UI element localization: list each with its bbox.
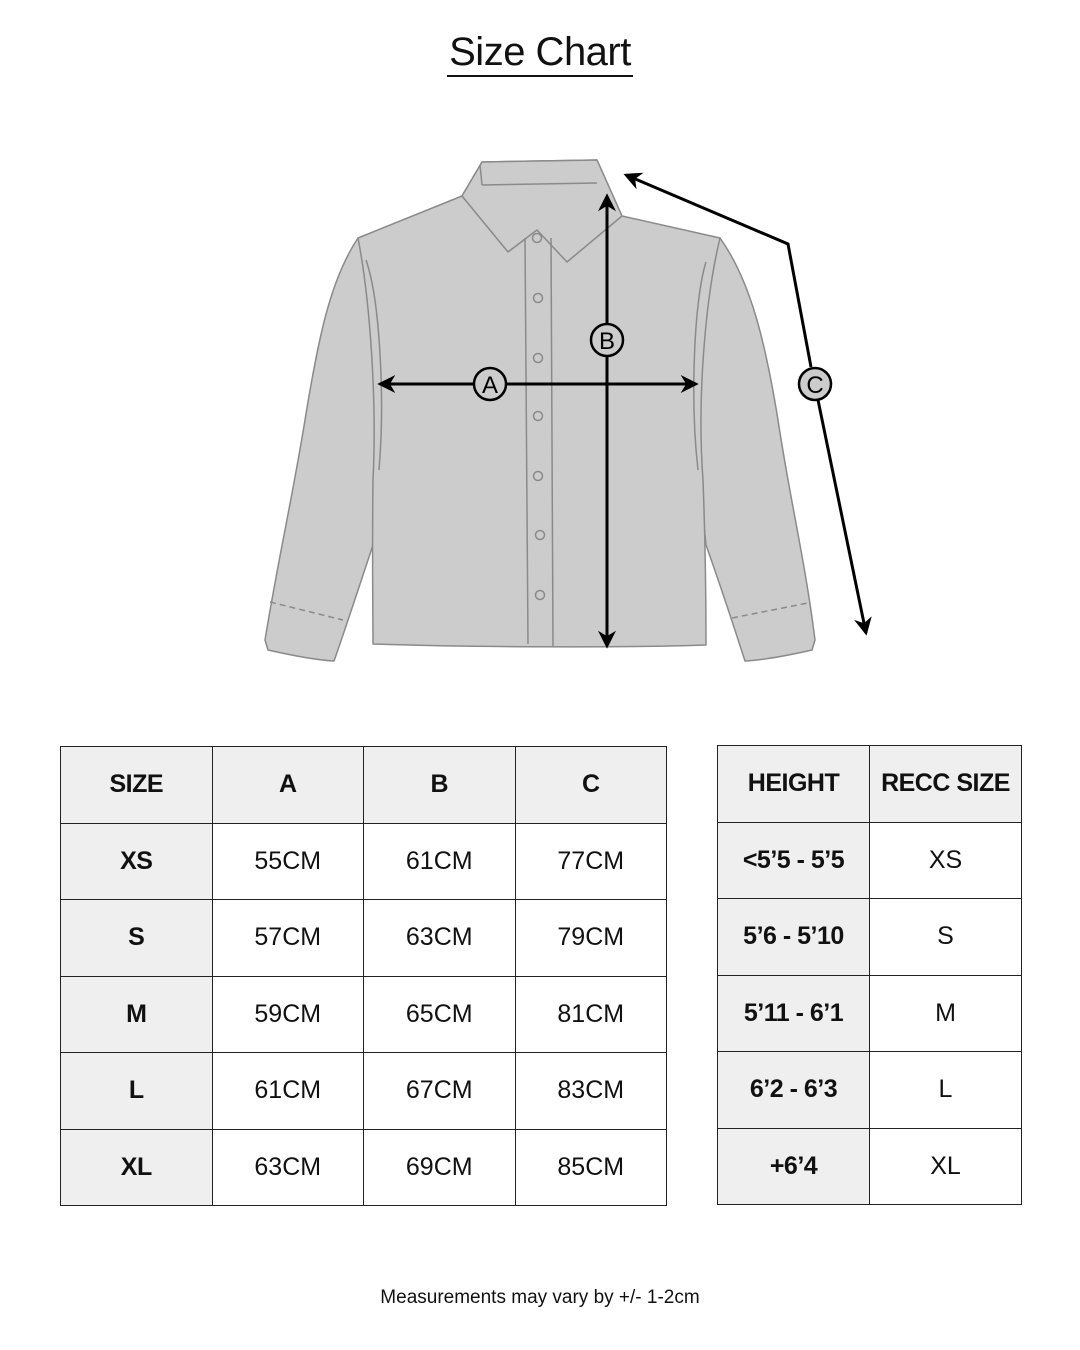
shirt-button [534, 472, 543, 481]
title-text: Size Chart [447, 30, 633, 77]
header-b: B [364, 747, 516, 824]
shirt-button [536, 591, 545, 600]
measure-cell: 83CM [515, 1053, 667, 1130]
measure-cell: 63CM [364, 900, 516, 977]
shirt-button [534, 294, 543, 303]
measurement-note: Measurements may vary by +/- 1-2cm [380, 1287, 700, 1308]
table-row [718, 1128, 1022, 1205]
shirt-button [536, 531, 545, 540]
table-row [718, 975, 1022, 1052]
recc-size-cell: XL [870, 1128, 1022, 1205]
header-size: SIZE [61, 747, 213, 824]
table-row [61, 823, 667, 900]
recc-size-cell: XS [870, 822, 1022, 899]
height-cell: 5’11 - 6’1 [718, 975, 870, 1052]
measure-cell: 79CM [515, 900, 667, 977]
measure-cell: 69CM [364, 1129, 516, 1206]
table-header-row [718, 746, 1022, 823]
measure-cell: 59CM [212, 976, 364, 1053]
left-sleeve [265, 238, 382, 661]
size-cell: XL [61, 1129, 213, 1206]
height-cell: +6’4 [718, 1128, 870, 1205]
height-cell: <5’5 - 5’5 [718, 822, 870, 899]
measure-cell: 81CM [515, 976, 667, 1053]
measure-a-badge [474, 368, 506, 400]
header-a: A [212, 747, 364, 824]
size-cell: M [61, 976, 213, 1053]
measure-b-badge [591, 324, 623, 356]
table-row [718, 899, 1022, 976]
shirt-button [533, 234, 542, 243]
size-cell: L [61, 1053, 213, 1130]
shirt-icon [265, 160, 815, 661]
height-cell: 5’6 - 5’10 [718, 899, 870, 976]
measure-cell: 77CM [515, 823, 667, 900]
table-row [718, 822, 1022, 899]
recc-size-cell: L [870, 1052, 1022, 1129]
recc-size-cell: M [870, 975, 1022, 1052]
measure-cell: 85CM [515, 1129, 667, 1206]
height-recommendation-table [717, 745, 1022, 1205]
measure-c-arrow [818, 400, 866, 633]
shirt-button [534, 412, 543, 421]
measure-cell: 67CM [364, 1053, 516, 1130]
table-row [61, 900, 667, 977]
table-row [61, 976, 667, 1053]
header-recc-size: RECC SIZE [870, 746, 1022, 823]
measure-c-badge [799, 368, 831, 400]
measure-cell: 61CM [364, 823, 516, 900]
measure-c-label: C [806, 372, 824, 399]
recc-size-cell: S [870, 899, 1022, 976]
height-cell: 6’2 - 6’3 [718, 1052, 870, 1129]
size-measurement-table [60, 746, 667, 1206]
measure-cell: 55CM [212, 823, 364, 900]
shirt-button [534, 354, 543, 363]
table-row [718, 1052, 1022, 1129]
measure-a-label: A [481, 372, 499, 399]
measure-cell: 57CM [212, 900, 364, 977]
header-height: HEIGHT [718, 746, 870, 823]
right-sleeve [696, 238, 815, 661]
table-row [61, 1129, 667, 1206]
header-c: C [515, 747, 667, 824]
measure-cell: 61CM [212, 1053, 364, 1130]
measure-cell: 65CM [364, 976, 516, 1053]
table-row [61, 1053, 667, 1130]
measure-cell: 63CM [212, 1129, 364, 1206]
measure-b-label: B [598, 328, 616, 355]
table-header-row [61, 747, 667, 824]
size-cell: XS [61, 823, 213, 900]
size-cell: S [61, 900, 213, 977]
